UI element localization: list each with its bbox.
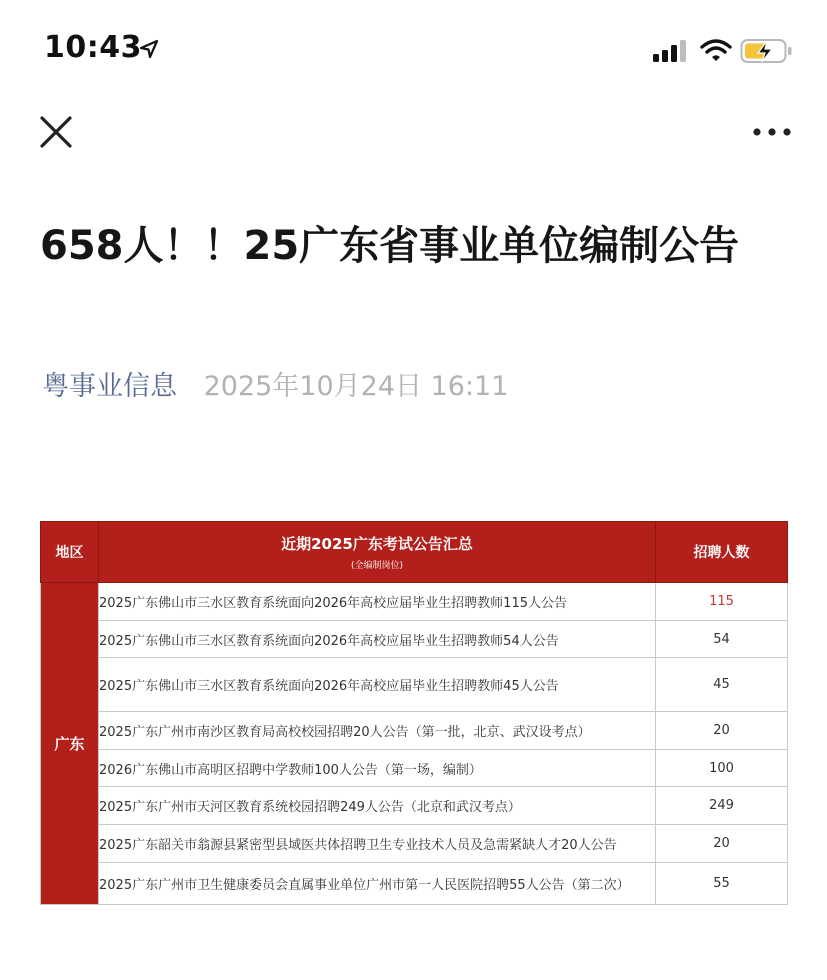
account-name-link[interactable]: 粤事业信息 — [42, 371, 177, 402]
announcement-name: 2025广东佛山市三水区教育系统面向2026年高校应届毕业生招聘教师115人公告 — [99, 583, 656, 621]
announcement-name: 2025广东广州市南沙区教育局高校校园招聘20人公告（第一批，北京、武汉设考点） — [99, 712, 656, 750]
recruit-count: 115 — [656, 583, 788, 621]
status-bar — [0, 0, 827, 100]
table-row — [41, 863, 788, 905]
recruit-count: 20 — [656, 712, 788, 750]
table-row — [41, 583, 788, 621]
article-title: 658人！！25广东省事业单位编制公告 — [40, 223, 740, 269]
wifi-icon — [700, 38, 732, 62]
publish-date: 2025年10月24日 16:11 — [203, 371, 509, 402]
table-row — [41, 750, 788, 787]
more-icon[interactable] — [750, 118, 794, 146]
table-header-row — [41, 522, 788, 583]
header-region: 地区 — [41, 522, 99, 583]
header-count: 招聘人数 — [656, 522, 788, 583]
close-icon[interactable] — [36, 112, 76, 152]
region-cell: 广东 — [41, 583, 99, 905]
recruit-count: 20 — [656, 825, 788, 863]
announcement-name: 2025广东佛山市三水区教育系统面向2026年高校应届毕业生招聘教师54人公告 — [99, 621, 656, 658]
announcement-name: 2025广东佛山市三水区教育系统面向2026年高校应届毕业生招聘教师45人公告 — [99, 658, 656, 712]
header-title — [99, 522, 656, 583]
location-arrow-icon — [138, 38, 160, 60]
table-row — [41, 658, 788, 712]
table-row — [41, 621, 788, 658]
header-title-text: 近期2025广东考试公告汇总 — [281, 535, 473, 553]
recruit-count: 45 — [656, 658, 788, 712]
signal-icon — [652, 40, 690, 62]
announcement-name: 2026广东佛山市高明区招聘中学教师100人公告（第一场，编制） — [99, 750, 656, 787]
battery-charging-icon — [740, 38, 794, 64]
article-meta — [42, 364, 508, 403]
table-row — [41, 825, 788, 863]
recruit-count: 100 — [656, 750, 788, 787]
header-subtitle: (全编制岗位) — [350, 561, 404, 571]
recruit-count: 249 — [656, 787, 788, 825]
status-time: 10:43 — [44, 30, 142, 65]
table-row — [41, 712, 788, 750]
table-row — [41, 787, 788, 825]
announcement-name: 2025广东广州市卫生健康委员会直属事业单位广州市第一人民医院招聘55人公告（第二次） — [99, 863, 656, 905]
announcement-name: 2025广东广州市天河区教育系统校园招聘249人公告（北京和武汉考点） — [99, 787, 656, 825]
recruit-count: 54 — [656, 621, 788, 658]
recruit-count: 55 — [656, 863, 788, 905]
announcement-name: 2025广东韶关市翁源县紧密型县域医共体招聘卫生专业技术人员及急需紧缺人才20人公告 — [99, 825, 656, 863]
announcement-table — [40, 521, 788, 905]
